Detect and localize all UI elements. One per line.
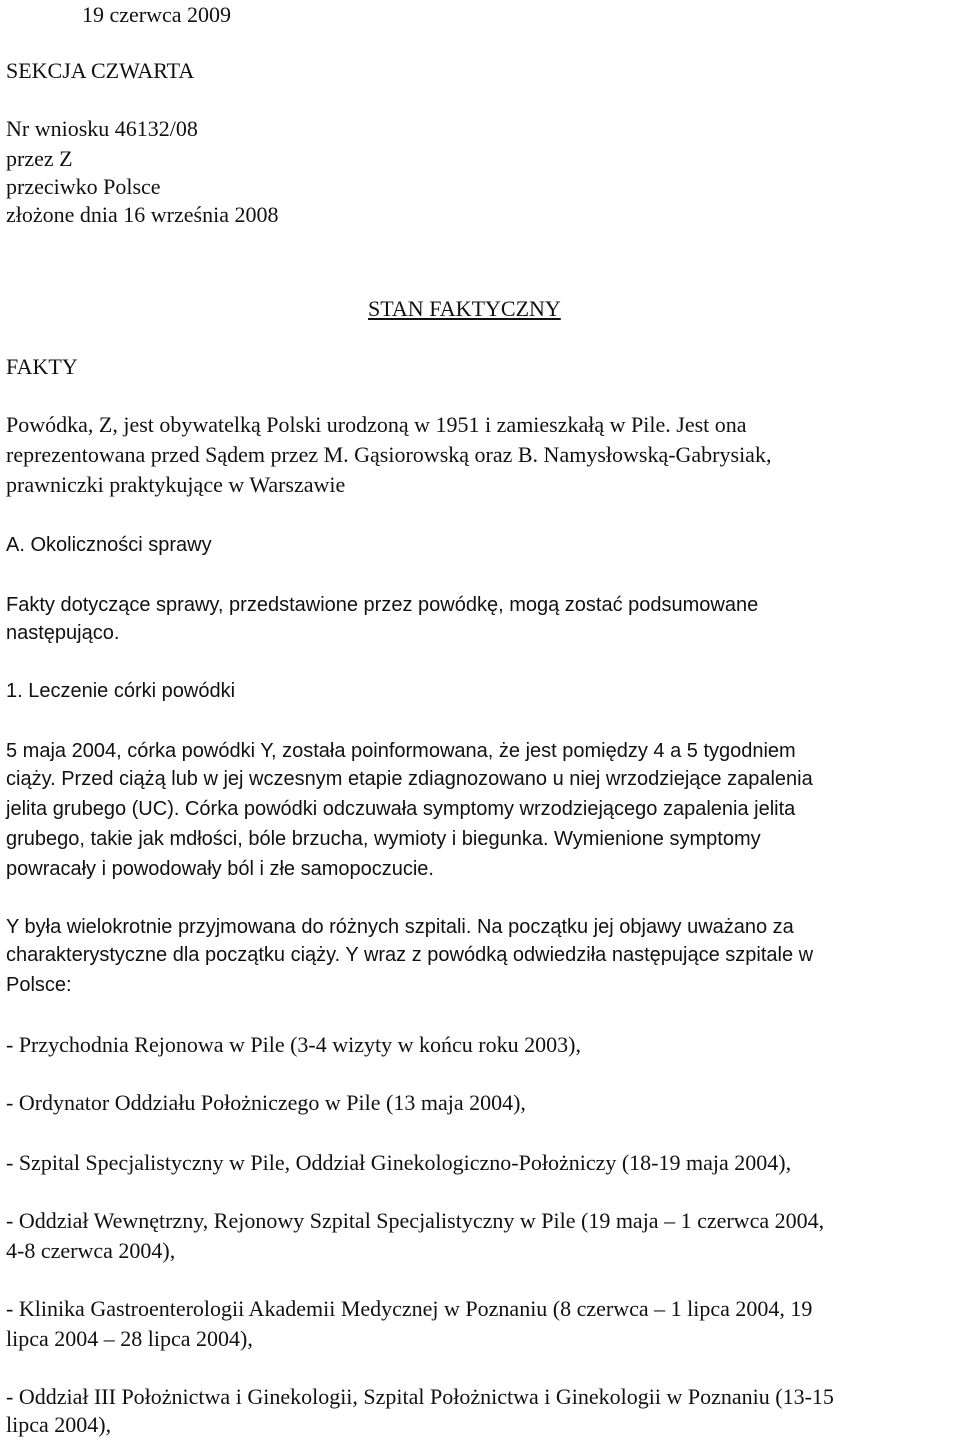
hospital-list-item: - Oddział III Położnictwa i Ginekologii, Szpital Położnictwa i Ginekologii w Poznaniu (13-15	[6, 1384, 834, 1409]
hospital-list-item: - Szpital Specjalistyczny w Pile, Oddział Ginekologiczno-Położniczy (18-19 maja 2004),	[6, 1150, 792, 1175]
section-a-heading: A. Okoliczności sprawy	[6, 534, 212, 556]
hospital-list-item-continued: lipca 2004),	[6, 1412, 112, 1437]
paragraph-2-line: Y była wielokrotnie przyjmowana do różnych szpitali. Na początku jej objawy uważano za	[6, 916, 794, 938]
hospital-list-item: - Oddział Wewnętrzny, Rejonowy Szpital Specjalistyczny w Pile (19 maja – 1 czerwca 2004,	[6, 1208, 825, 1233]
intro-line: reprezentowana przed Sądem przez M. Gąsiorowską oraz B. Namysłowską-Gabrysiak,	[6, 442, 772, 467]
paragraph-1-line: 5 maja 2004, córka powódki Y, została poinformowana, że jest pomiędzy 4 a 5 tygodniem	[6, 740, 796, 762]
respondent-line: przeciwko Polsce	[6, 174, 161, 199]
application-number: Nr wniosku 46132/08	[6, 116, 198, 141]
facts-summary-line: Fakty dotyczące sprawy, przedstawione przez powódkę, mogą zostać podsumowane	[6, 594, 759, 616]
hospital-list-item: - Klinika Gastroenterologii Akademii Medycznej w Poznaniu (8 czerwca – 1 lipca 2004, 19	[6, 1296, 813, 1321]
intro-line: Powódka, Z, jest obywatelką Polski urodzoną w 1951 i zamieszkałą w Pile. Jest ona	[6, 412, 747, 437]
hospital-list-item: - Ordynator Oddziału Położniczego w Pile (13 maja 2004),	[6, 1090, 526, 1115]
document-title: STAN FAKTYCZNY	[368, 296, 561, 321]
paragraph-1-line: grubego, takie jak mdłości, bóle brzucha, wymioty i biegunka. Wymienione symptomy	[6, 828, 761, 850]
hospital-list-item: - Przychodnia Rejonowa w Pile (3-4 wizyty w końcu roku 2003),	[6, 1032, 581, 1057]
subsection-1-heading: 1. Leczenie córki powódki	[6, 680, 236, 702]
paragraph-1-line: ciąży. Przed ciążą lub w jej wczesnym etapie zdiagnozowano u niej wrzodziejące zapalenia	[6, 768, 813, 790]
paragraph-2-line: charakterystyczne dla początku ciąży. Y wraz z powódką odwiedziła następujące szpitale w	[6, 944, 814, 966]
hospital-list-item-continued: 4-8 czerwca 2004),	[6, 1238, 176, 1263]
intro-line: prawniczki praktykujące w Warszawie	[6, 472, 346, 497]
facts-heading: FAKTY	[6, 354, 78, 379]
section-label: SEKCJA CZWARTA	[6, 58, 195, 83]
applicant-line: przez Z	[6, 146, 73, 171]
hospital-list-item-continued: lipca 2004 – 28 lipca 2004),	[6, 1326, 253, 1351]
paragraph-1-line: jelita grubego (UC). Córka powódki odczuwała symptomy wrzodziejącego zapalenia jelita	[6, 798, 796, 820]
document-date: 19 czerwca 2009	[82, 2, 232, 27]
paragraph-2-line: Polsce:	[6, 974, 72, 996]
facts-summary-line: następująco.	[6, 622, 120, 644]
paragraph-1-line: powracały i powodowały ból i złe samopoczucie.	[6, 858, 434, 880]
lodged-date: złożone dnia 16 września 2008	[6, 202, 279, 227]
